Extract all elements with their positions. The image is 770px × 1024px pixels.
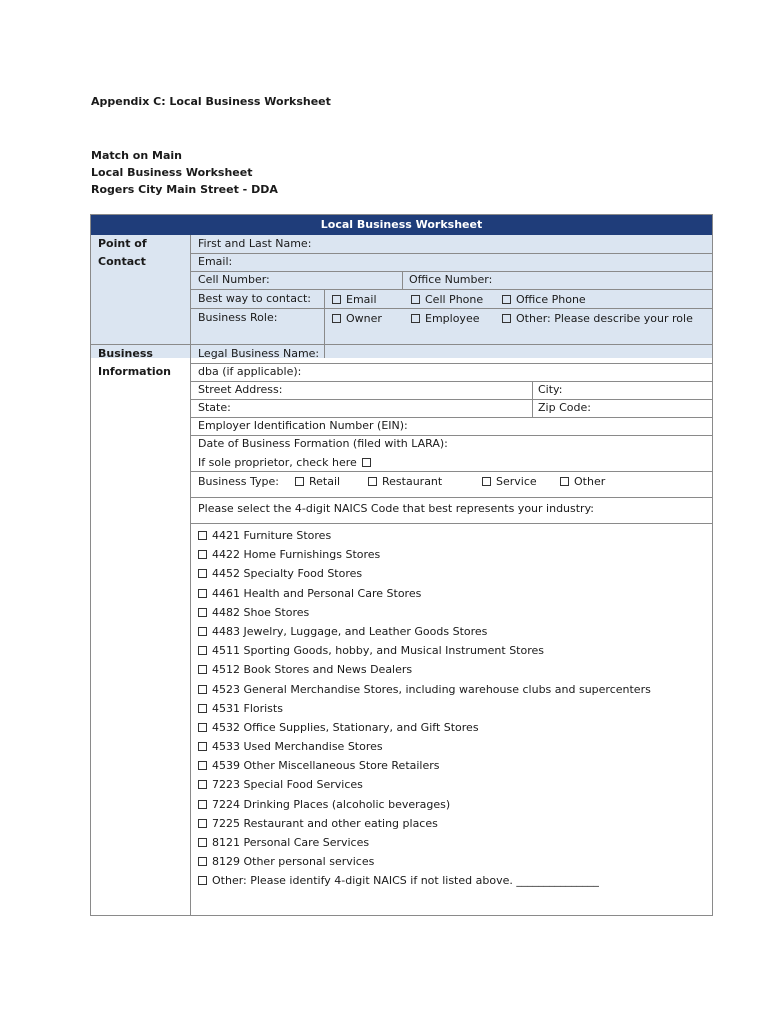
header-line-1: Match on Main — [91, 149, 182, 162]
checkbox-icon — [198, 646, 207, 655]
naics-option[interactable] — [198, 584, 651, 603]
naics-option-label: 8121 Personal Care Services — [212, 836, 370, 849]
naics-option-label: Other: Please identify 4-digit NAICS if not listed above. _______________ — [212, 874, 599, 888]
naics-option[interactable] — [198, 545, 651, 564]
role-employee-checkbox[interactable]: Employee — [411, 310, 479, 328]
checkbox-icon — [198, 838, 207, 847]
worksheet-table — [90, 214, 713, 916]
checkbox-icon — [198, 800, 207, 809]
formation-date-field[interactable]: Date of Business Formation (filed with LARA): — [198, 437, 448, 450]
checkbox-icon — [411, 314, 420, 323]
naics-option-label: 7225 Restaurant and other eating places — [212, 816, 438, 830]
naics-option-label: 4483 Jewelry, Luggage, and Leather Goods Stores — [212, 624, 488, 638]
checkbox-icon — [198, 723, 207, 732]
naics-option-label: 4532 Office Supplies, Stationary, and Gift Stores — [212, 720, 479, 734]
naics-option[interactable] — [198, 852, 651, 871]
checkbox-icon — [198, 665, 207, 674]
naics-option-label: 4523 General Merchandise Stores, including warehouse clubs and supercenters — [212, 682, 651, 696]
checkbox-icon — [198, 876, 207, 885]
naics-option-label: 4452 Specialty Food Stores — [212, 567, 363, 581]
business-role-label: Business Role: — [198, 311, 278, 324]
checkbox-icon — [198, 627, 207, 636]
role-owner-checkbox[interactable]: Owner — [332, 310, 382, 328]
naics-option-label: 4421 Furniture Stores — [212, 529, 332, 542]
ein-field[interactable]: Employer Identification Number (EIN): — [198, 419, 408, 432]
naics-option-label: 4539 Other Miscellaneous Store Retailers — [212, 759, 440, 773]
point-of-contact-section — [91, 235, 712, 358]
naics-option-label: 4531 Florists — [212, 701, 283, 715]
checkbox-icon — [502, 295, 511, 304]
naics-option[interactable] — [198, 526, 651, 545]
naics-option-label: 4533 Used Merchandise Stores — [212, 740, 383, 754]
checkbox-icon — [560, 477, 569, 486]
type-restaurant-checkbox[interactable]: Restaurant — [368, 473, 442, 491]
naics-option-label: 4422 Home Furnishings Stores — [212, 548, 381, 562]
legal-name-field[interactable]: Legal Business Name: — [198, 347, 320, 360]
role-other-checkbox[interactable]: Other: Please describe your role — [502, 310, 693, 328]
cell-number-field[interactable]: Cell Number: — [198, 273, 270, 286]
checkbox-icon — [198, 550, 207, 559]
type-other-checkbox[interactable]: Other — [560, 473, 605, 491]
naics-option[interactable] — [198, 814, 651, 833]
checkbox-icon — [332, 314, 341, 323]
naics-option-label: 4482 Shoe Stores — [212, 605, 310, 619]
naics-option-label: 4461 Health and Personal Care Stores — [212, 586, 422, 600]
naics-option[interactable] — [198, 718, 651, 737]
naics-option[interactable] — [198, 641, 651, 660]
checkbox-icon — [198, 857, 207, 866]
zip-code-field[interactable]: Zip Code: — [538, 401, 591, 414]
naics-option[interactable] — [198, 699, 651, 718]
naics-prompt: Please select the 4-digit NAICS Code that best represents your industry: — [198, 502, 594, 515]
contact-name-field[interactable]: First and Last Name: — [198, 237, 312, 250]
office-number-field[interactable]: Office Number: — [409, 273, 493, 286]
checkbox-icon — [198, 531, 207, 540]
header-line-3: Rogers City Main Street - DDA — [91, 183, 278, 196]
state-field[interactable]: State: — [198, 401, 231, 414]
checkbox-icon — [198, 742, 207, 751]
naics-option[interactable] — [198, 660, 651, 679]
checkbox-icon — [198, 761, 207, 770]
naics-option[interactable] — [198, 795, 651, 814]
checkbox-icon — [198, 608, 207, 617]
naics-option[interactable] — [198, 756, 651, 775]
naics-option[interactable] — [198, 737, 651, 756]
naics-option[interactable] — [198, 833, 651, 852]
checkbox-icon — [198, 819, 207, 828]
naics-option-label: 8129 Other personal services — [212, 855, 375, 869]
naics-option-label: 7223 Special Food Services — [212, 778, 363, 792]
checkbox-icon — [198, 685, 207, 694]
checkbox-icon — [198, 569, 207, 578]
document-header — [91, 147, 278, 198]
checkbox-icon — [295, 477, 304, 486]
checkbox-icon — [362, 458, 371, 467]
naics-option-label: 4511 Sporting Goods, hobby, and Musical Instrument Stores — [212, 644, 544, 658]
header-line-2: Local Business Worksheet — [91, 166, 253, 179]
type-retail-checkbox[interactable]: Retail — [295, 473, 340, 491]
checkbox-icon — [198, 780, 207, 789]
naics-option[interactable] — [198, 680, 651, 699]
business-info-label: Business Information — [98, 347, 171, 378]
worksheet-title: Local Business Worksheet — [91, 215, 712, 235]
checkbox-icon — [368, 477, 377, 486]
contact-email-checkbox[interactable]: Email — [332, 291, 377, 309]
city-field[interactable]: City: — [538, 383, 563, 396]
naics-option[interactable] — [198, 775, 651, 794]
naics-option[interactable] — [198, 564, 651, 583]
naics-option-label: 7224 Drinking Places (alcoholic beverages) — [212, 797, 451, 811]
contact-cellphone-checkbox[interactable]: Cell Phone — [411, 291, 483, 309]
contact-officephone-checkbox[interactable]: Office Phone — [502, 291, 586, 309]
type-service-checkbox[interactable]: Service — [482, 473, 537, 491]
business-type-label: Business Type: — [198, 475, 279, 488]
appendix-title: Appendix C: Local Business Worksheet — [91, 95, 331, 108]
naics-option[interactable] — [198, 603, 651, 622]
checkbox-icon — [482, 477, 491, 486]
naics-code-list — [198, 526, 651, 891]
naics-option[interactable] — [198, 871, 651, 890]
street-address-field[interactable]: Street Address: — [198, 383, 283, 396]
checkbox-icon — [198, 704, 207, 713]
naics-option-label: 4512 Book Stores and News Dealers — [212, 663, 413, 677]
checkbox-icon — [411, 295, 420, 304]
naics-option[interactable] — [198, 622, 651, 641]
checkbox-icon — [198, 589, 207, 598]
checkbox-icon — [502, 314, 511, 323]
contact-email-field[interactable]: Email: — [198, 255, 233, 268]
poc-label: Point of Contact — [98, 237, 147, 268]
dba-field[interactable]: dba (if applicable): — [198, 365, 302, 378]
sole-proprietor-checkbox[interactable]: If sole proprietor, check here — [198, 454, 376, 472]
contact-method-label: Best way to contact: — [198, 292, 312, 305]
checkbox-icon — [332, 295, 341, 304]
